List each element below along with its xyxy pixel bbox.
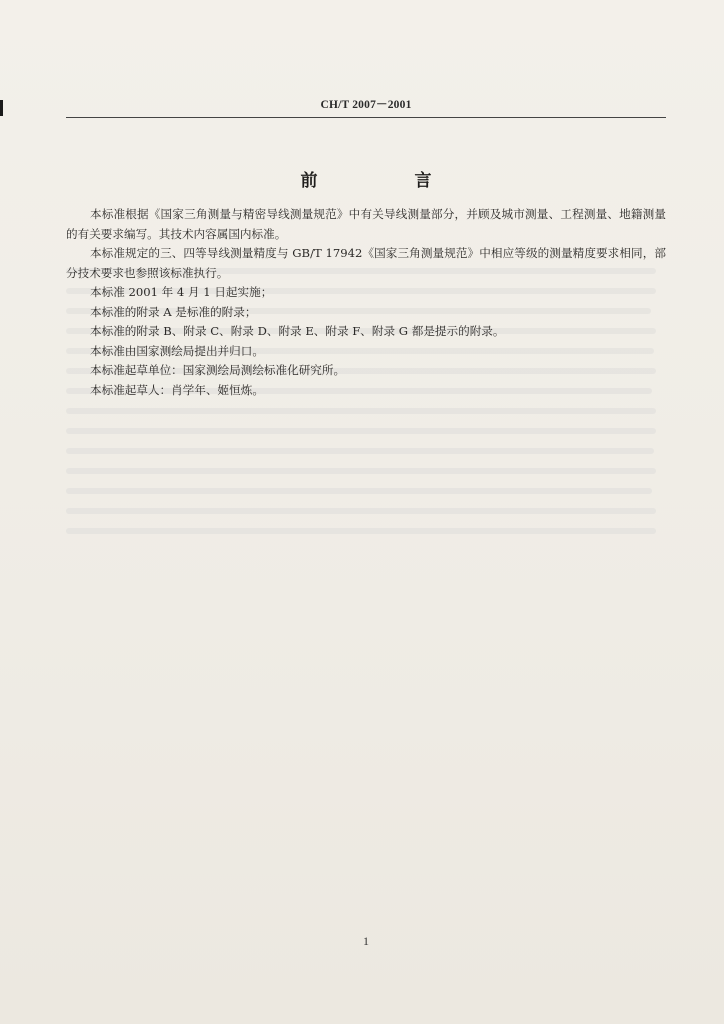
paragraph-drafting-unit: 本标准起草单位：国家测绘局测绘标准化研究所。	[90, 363, 346, 377]
foreword-body	[66, 205, 666, 400]
paragraph-basis: 本标准根据《国家三角测量与精密导线测量规范》中有关导线测量部分，并顾及城市测量、工程测量、地籍测量的有关要求编写。其技术内容属国内标准。	[66, 207, 666, 241]
paragraph-proposer: 本标准由国家测绘局提出并归口。	[90, 343, 264, 358]
scan-edge-mark	[0, 100, 3, 116]
page-title: 前 言	[300, 171, 472, 191]
paragraph-effective-date: 本标准 2001 年 4 月 1 日起实施；	[90, 285, 273, 299]
paragraph-drafters: 本标准起草人：肖学年、姬恒炼。	[90, 382, 264, 397]
page-number: 1	[363, 934, 369, 948]
paragraph-normative-annex: 本标准的附录 A 是标准的附录；	[90, 304, 257, 319]
header-rule	[66, 117, 666, 118]
paragraph-accuracy: 本标准规定的三、四等导线测量精度与 GB/T 17942《国家三角测量规范》中相应等级的测量精度要求相同，部分技术要求也参照该标准执行。	[66, 246, 666, 280]
running-header: CH/T 2007－2001	[320, 99, 412, 111]
paragraph-informative-annexes: 本标准的附录 B、附录 C、附录 D、附录 E、附录 F、附录 G 都是提示的附录。	[90, 324, 505, 338]
